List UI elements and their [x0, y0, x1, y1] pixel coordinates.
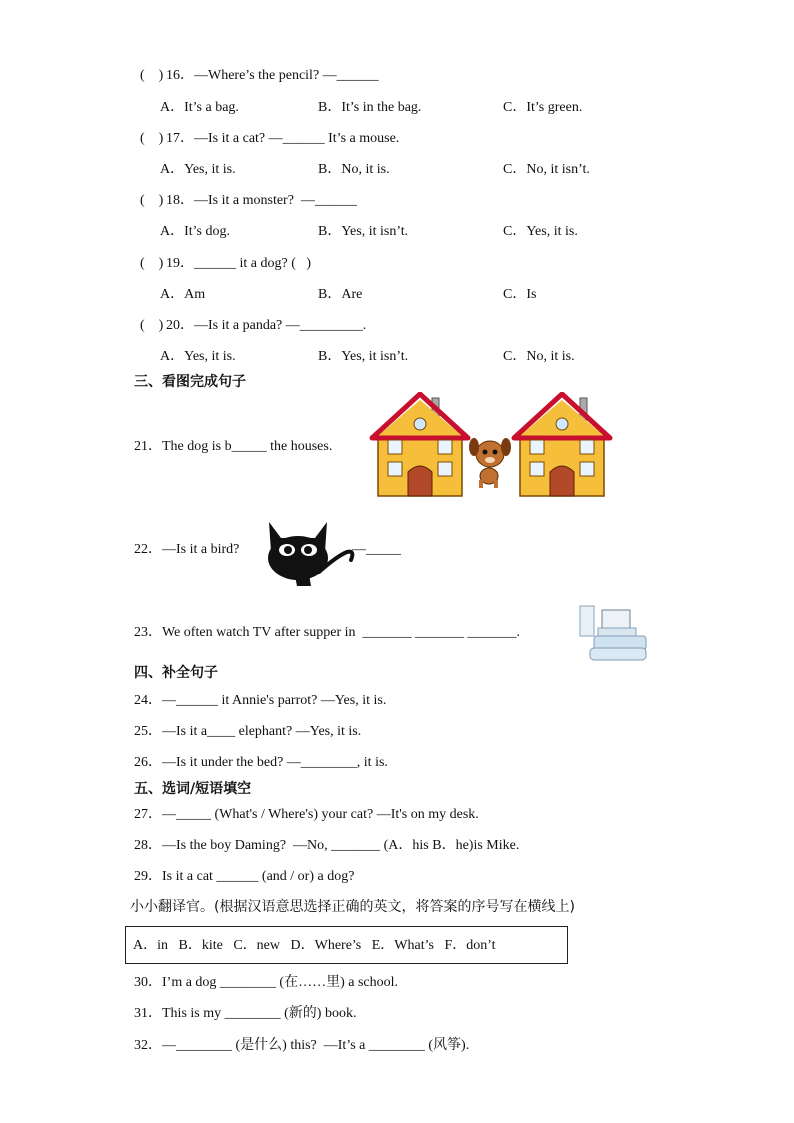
q16-option-b: B．It’s in the bag.: [318, 100, 422, 115]
q19-option-a: A．Am: [160, 287, 206, 302]
houses-and-dog-illustration: [368, 392, 613, 498]
translate-instruction: 小小翻译官。(根据汉语意思选择正确的英文，将答案的序号写在横线上): [130, 899, 575, 915]
q17-option-b: B．No, it is.: [318, 162, 390, 177]
q18-option-c: C．Yes, it is.: [503, 224, 578, 239]
q18-stem: 18．—Is it a monster? —______: [166, 193, 357, 208]
q19-option-b: B．Are: [318, 287, 363, 302]
q17-option-a: A．Yes, it is.: [160, 162, 236, 177]
q20-paren: ( ): [140, 318, 164, 333]
q18-option-a: A．It’s dog.: [160, 224, 230, 239]
q20-option-a: A．Yes, it is.: [160, 349, 236, 364]
q26-text: 26．—Is it under the bed? —________, it is.: [134, 755, 388, 770]
q23-text: 23．We often watch TV after supper in _______ _______ _______.: [134, 625, 521, 640]
left-house-icon: [372, 394, 468, 496]
q16-option-a: A．It’s a bag.: [160, 100, 239, 115]
q22-answer-blank: —_____: [352, 542, 401, 557]
q16-stem: 16．—Where’s the pencil? —______: [166, 68, 379, 83]
q28-text: 28．—Is the boy Daming? —No, _______ (A．his B．he)is Mike.: [134, 838, 520, 853]
q19-stem: 19．______ it a dog? ( ): [166, 256, 312, 271]
q17-option-c: C．No, it isn’t.: [503, 162, 590, 177]
q24-text: 24．—______ it Annie's parrot? —Yes, it is.: [134, 693, 387, 708]
q31-text: 31．This is my ________ (新的) book.: [134, 1006, 357, 1021]
section5-title: 五、选词/短语填空: [134, 781, 252, 797]
word-options: A．in B．kite C．new D．Where’s E．What’s F．don’t: [133, 938, 496, 953]
dog-icon: [469, 438, 511, 488]
q19-option-c: C．Is: [503, 287, 537, 302]
q20-stem: 20．—Is it a panda? —_________.: [166, 318, 367, 333]
q18-option-b: B．Yes, it isn’t.: [318, 224, 409, 239]
q17-stem: 17．—Is it a cat? —______ It’s a mouse.: [166, 131, 400, 146]
q32-text: 32．—________ (是什么) this? —It’s a ________ (风筝).: [134, 1038, 470, 1053]
q16-paren: ( ): [140, 68, 164, 83]
right-house-icon: [514, 394, 610, 496]
q20-option-b: B．Yes, it isn’t.: [318, 349, 409, 364]
q17-paren: ( ): [140, 131, 164, 146]
section4-title: 四、补全句子: [134, 665, 218, 681]
q29-text: 29．Is it a cat ______ (and / or) a dog?: [134, 869, 355, 884]
q21-text: 21．The dog is b_____ the houses.: [134, 439, 333, 454]
living-room-tv-icon: [576, 602, 648, 664]
q18-paren: ( ): [140, 193, 164, 208]
section3-title: 三、看图完成句子: [134, 374, 246, 390]
q27-text: 27．—_____ (What's / Where's) your cat? —It's on my desk.: [134, 807, 479, 822]
q22-text: 22．—Is it a bird?: [134, 542, 240, 557]
black-cat-icon: [265, 512, 355, 588]
q30-text: 30．I’m a dog ________ (在……里) a school.: [134, 975, 399, 990]
q25-text: 25．—Is it a____ elephant? —Yes, it is.: [134, 724, 362, 739]
q19-paren: ( ): [140, 256, 164, 271]
q20-option-c: C．No, it is.: [503, 349, 575, 364]
q16-option-c: C．It’s green.: [503, 100, 583, 115]
